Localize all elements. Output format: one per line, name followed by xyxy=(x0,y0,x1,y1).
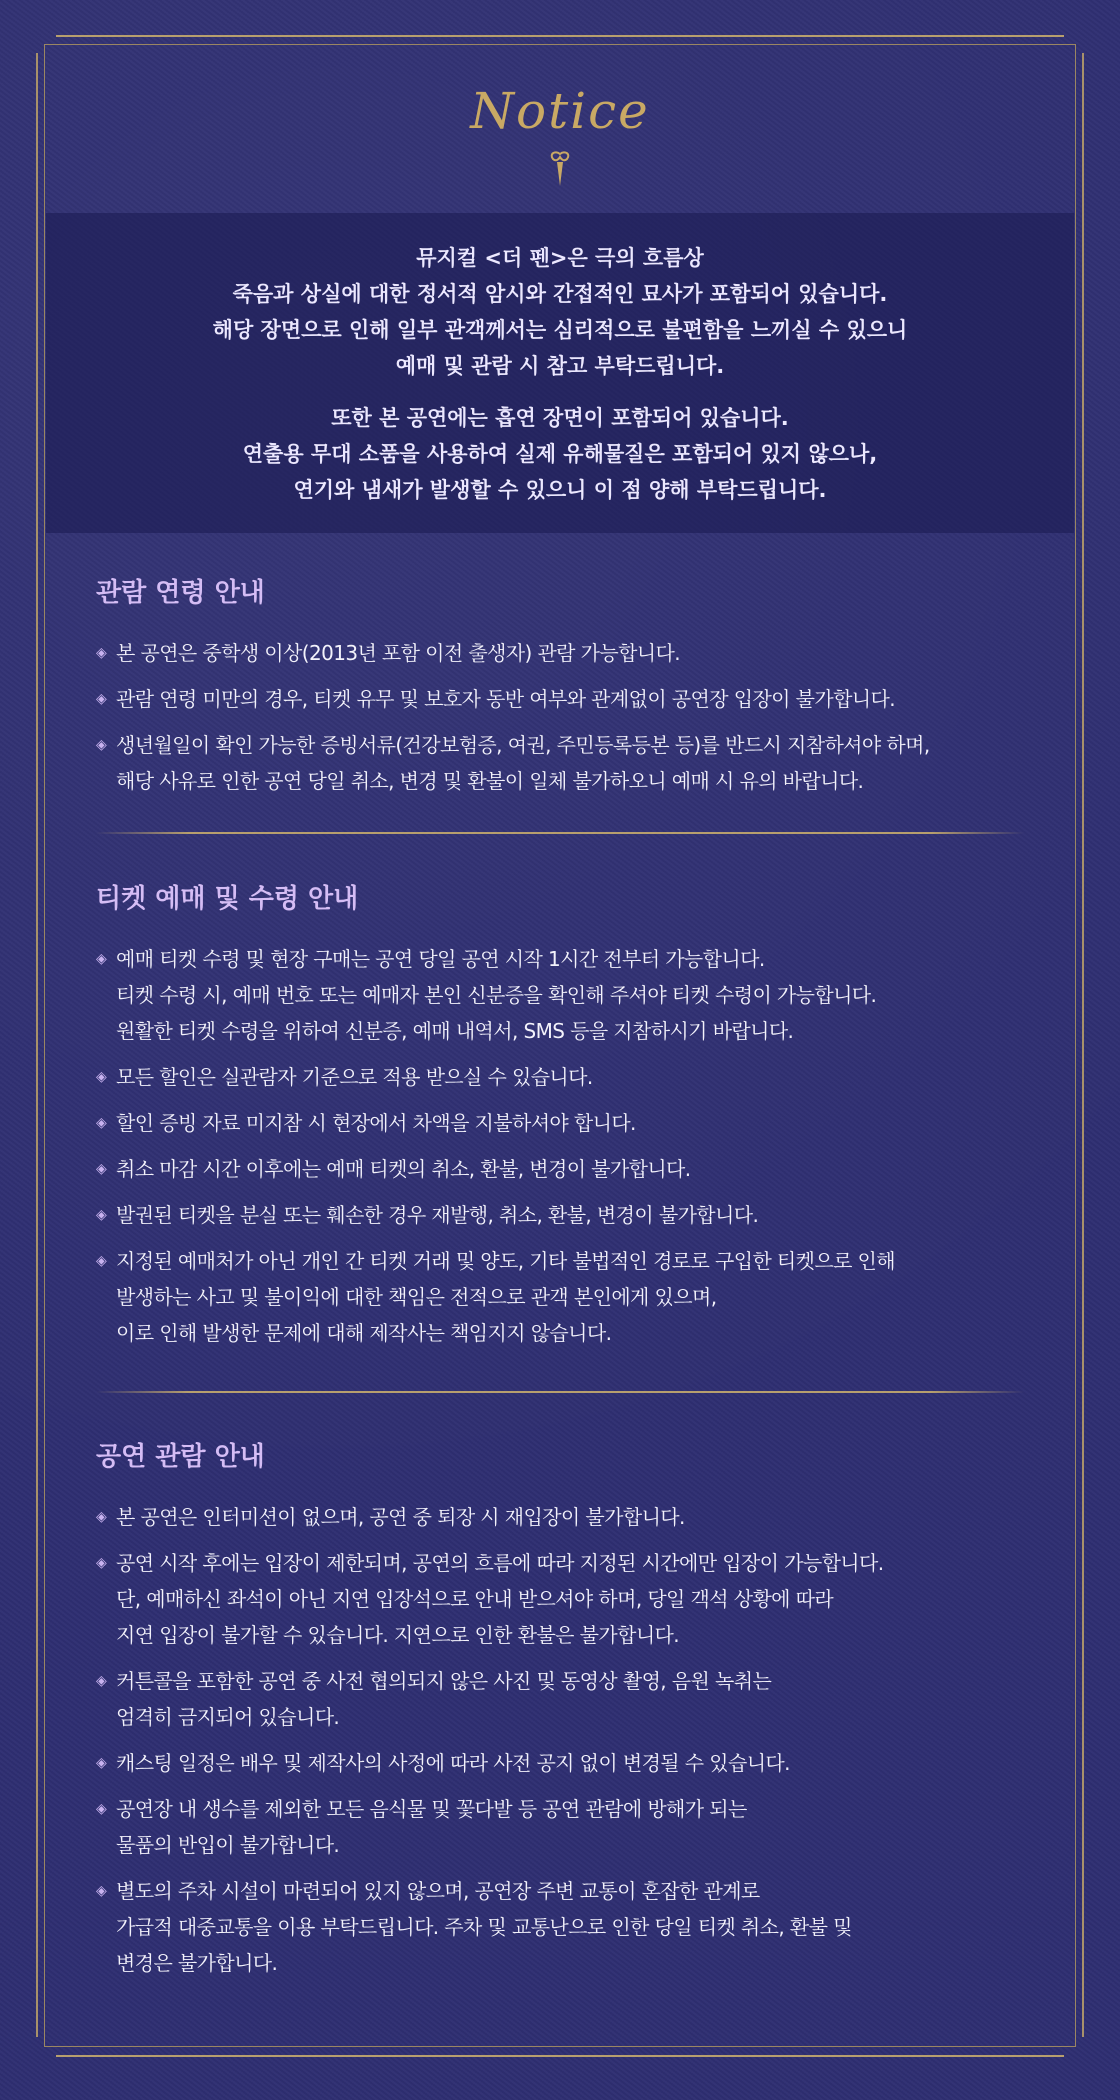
notice-item-line: 단, 예매하신 좌석이 아닌 지연 입장석으로 안내 받으셔야 하며, 당일 객석 상황에 따라 xyxy=(116,1587,834,1611)
notice-item-line: 모든 할인은 실관람자 기준으로 적용 받으실 수 있습니다. xyxy=(116,1065,593,1089)
notice-item-line: 캐스팅 일정은 배우 및 제작사의 사정에 따라 사전 공지 없이 변경될 수 있습니다. xyxy=(116,1751,790,1775)
section-divider xyxy=(96,1391,1024,1393)
notice-item xyxy=(96,941,1040,1049)
notice-item xyxy=(96,1545,1040,1653)
notice-item-line: 원활한 티켓 수령을 위하여 신분증, 예매 내역서, SMS 등을 지참하시기 바랍니다. xyxy=(116,1019,794,1043)
notice-item-line: 커튼콜을 포함한 공연 중 사전 협의되지 않은 사진 및 동영상 촬영, 음원 녹취는 xyxy=(116,1669,772,1693)
notice-item xyxy=(96,1197,1040,1233)
notice-item-line: 티켓 수령 시, 예매 번호 또는 예매자 본인 신분증을 확인해 주셔야 티켓 수령이 가능합니다. xyxy=(116,983,877,1007)
section-2 xyxy=(96,878,1040,1361)
diamond-bullet-icon: ◈ xyxy=(96,1115,107,1131)
notice-item-line: 관람 연령 미만의 경우, 티켓 유무 및 보호자 동반 여부와 관계없이 공연장 입장이 불가합니다. xyxy=(116,687,896,711)
notice-item xyxy=(96,727,1040,799)
notice-item xyxy=(96,1151,1040,1187)
intro-paragraph xyxy=(0,240,1120,384)
notice-item-line: 지정된 예매처가 아닌 개인 간 티켓 거래 및 양도, 기타 불법적인 경로로 구입한 티켓으로 인해 xyxy=(116,1249,896,1273)
notice-item xyxy=(96,1745,1040,1781)
diamond-bullet-icon: ◈ xyxy=(96,1801,107,1817)
notice-item xyxy=(96,1663,1040,1735)
notice-item-line: 공연 시작 후에는 입장이 제한되며, 공연의 흐름에 따라 지정된 시간에만 입장이 가능합니다. xyxy=(116,1551,884,1575)
notice-item-line: 가급적 대중교통을 이용 부탁드립니다. 주차 및 교통난으로 인한 당일 티켓 취소, 환불 및 xyxy=(116,1915,852,1939)
notice-item-line: 본 공연은 중학생 이상(2013년 포함 이전 출생자) 관람 가능합니다. xyxy=(116,641,681,665)
notice-item xyxy=(96,1105,1040,1141)
intro-paragraph xyxy=(0,400,1120,508)
diamond-bullet-icon: ◈ xyxy=(96,691,107,707)
notice-item-line: 이로 인해 발생한 문제에 대해 제작사는 책임지지 않습니다. xyxy=(116,1321,612,1345)
fleur-ornament-icon xyxy=(545,150,575,190)
diamond-bullet-icon: ◈ xyxy=(96,1161,107,1177)
intro-line: 죽음과 상실에 대한 정서적 암시와 간접적인 묘사가 포함되어 있습니다. xyxy=(232,282,888,306)
intro-line: 연출용 무대 소품을 사용하여 실제 유해물질은 포함되어 있지 않으나, xyxy=(242,442,878,466)
notice-item xyxy=(96,1873,1040,1981)
diamond-bullet-icon: ◈ xyxy=(96,1755,107,1771)
notice-item-line: 본 공연은 인터미션이 없으며, 공연 중 퇴장 시 재입장이 불가합니다. xyxy=(116,1505,685,1529)
section-heading: 티켓 예매 및 수령 안내 xyxy=(96,884,359,914)
intro-line: 예매 및 관람 시 참고 부탁드립니다. xyxy=(395,354,725,378)
diamond-bullet-icon: ◈ xyxy=(96,1207,107,1223)
notice-item-line: 별도의 주차 시설이 마련되어 있지 않으며, 공연장 주변 교통이 혼잡한 관계로 xyxy=(116,1879,760,1903)
section-1 xyxy=(96,572,1040,809)
notice-item xyxy=(96,1059,1040,1095)
diamond-bullet-icon: ◈ xyxy=(96,1253,107,1269)
diamond-bullet-icon: ◈ xyxy=(96,1555,107,1571)
intro-line: 뮤지컬 <더 펜>은 극의 흐름상 xyxy=(416,246,704,270)
notice-item-line: 발생하는 사고 및 불이익에 대한 책임은 전적으로 관객 본인에게 있으며, xyxy=(116,1285,717,1309)
notice-item-line: 취소 마감 시간 이후에는 예매 티켓의 취소, 환불, 변경이 불가합니다. xyxy=(116,1157,691,1181)
diamond-bullet-icon: ◈ xyxy=(96,1883,107,1899)
notice-item-line: 할인 증빙 자료 미지참 시 현장에서 차액을 지불하셔야 합니다. xyxy=(116,1111,636,1135)
section-3 xyxy=(96,1436,1040,1991)
section-heading: 공연 관람 안내 xyxy=(96,1442,265,1472)
intro-line: 해당 장면으로 인해 일부 관객께서는 심리적으로 불편함을 느끼실 수 있으니 xyxy=(212,318,908,342)
diamond-bullet-icon: ◈ xyxy=(96,1069,107,1085)
notice-item-line: 생년월일이 확인 가능한 증빙서류(건강보험증, 여권, 주민등록등본 등)를 반드시 지참하셔야 하며, xyxy=(116,733,930,757)
diamond-bullet-icon: ◈ xyxy=(96,1673,107,1689)
notice-item xyxy=(96,1791,1040,1863)
notice-item xyxy=(96,1499,1040,1535)
diamond-bullet-icon: ◈ xyxy=(96,645,107,661)
notice-item-line: 엄격히 금지되어 있습니다. xyxy=(116,1705,340,1729)
notice-item xyxy=(96,1243,1040,1351)
intro-line: 또한 본 공연에는 흡연 장면이 포함되어 있습니다. xyxy=(331,406,789,430)
diamond-bullet-icon: ◈ xyxy=(96,737,107,753)
intro-line: 연기와 냄새가 발생할 수 있으니 이 점 양해 부탁드립니다. xyxy=(293,478,827,502)
notice-item-line: 공연장 내 생수를 제외한 모든 음식물 및 꽃다발 등 공연 관람에 방해가 되는 xyxy=(116,1797,747,1821)
notice-item-line: 발권된 티켓을 분실 또는 훼손한 경우 재발행, 취소, 환불, 변경이 불가합니다. xyxy=(116,1203,759,1227)
notice-item xyxy=(96,635,1040,671)
notice-title: Notice xyxy=(470,82,650,140)
section-divider xyxy=(96,832,1024,834)
notice-item-line: 변경은 불가합니다. xyxy=(116,1951,278,1975)
notice-item-line: 해당 사유로 인한 공연 당일 취소, 변경 및 환불이 일체 불가하오니 예매 시 유의 바랍니다. xyxy=(116,769,864,793)
diamond-bullet-icon: ◈ xyxy=(96,1509,107,1525)
section-heading: 관람 연령 안내 xyxy=(96,578,265,608)
notice-item xyxy=(96,681,1040,717)
notice-item-line: 예매 티켓 수령 및 현장 구매는 공연 당일 공연 시작 1시간 전부터 가능합니다. xyxy=(116,947,765,971)
notice-item-line: 물품의 반입이 불가합니다. xyxy=(116,1833,340,1857)
diamond-bullet-icon: ◈ xyxy=(96,951,107,967)
intro-text xyxy=(0,240,1120,524)
notice-item-line: 지연 입장이 불가할 수 있습니다. 지연으로 인한 환불은 불가합니다. xyxy=(116,1623,680,1647)
